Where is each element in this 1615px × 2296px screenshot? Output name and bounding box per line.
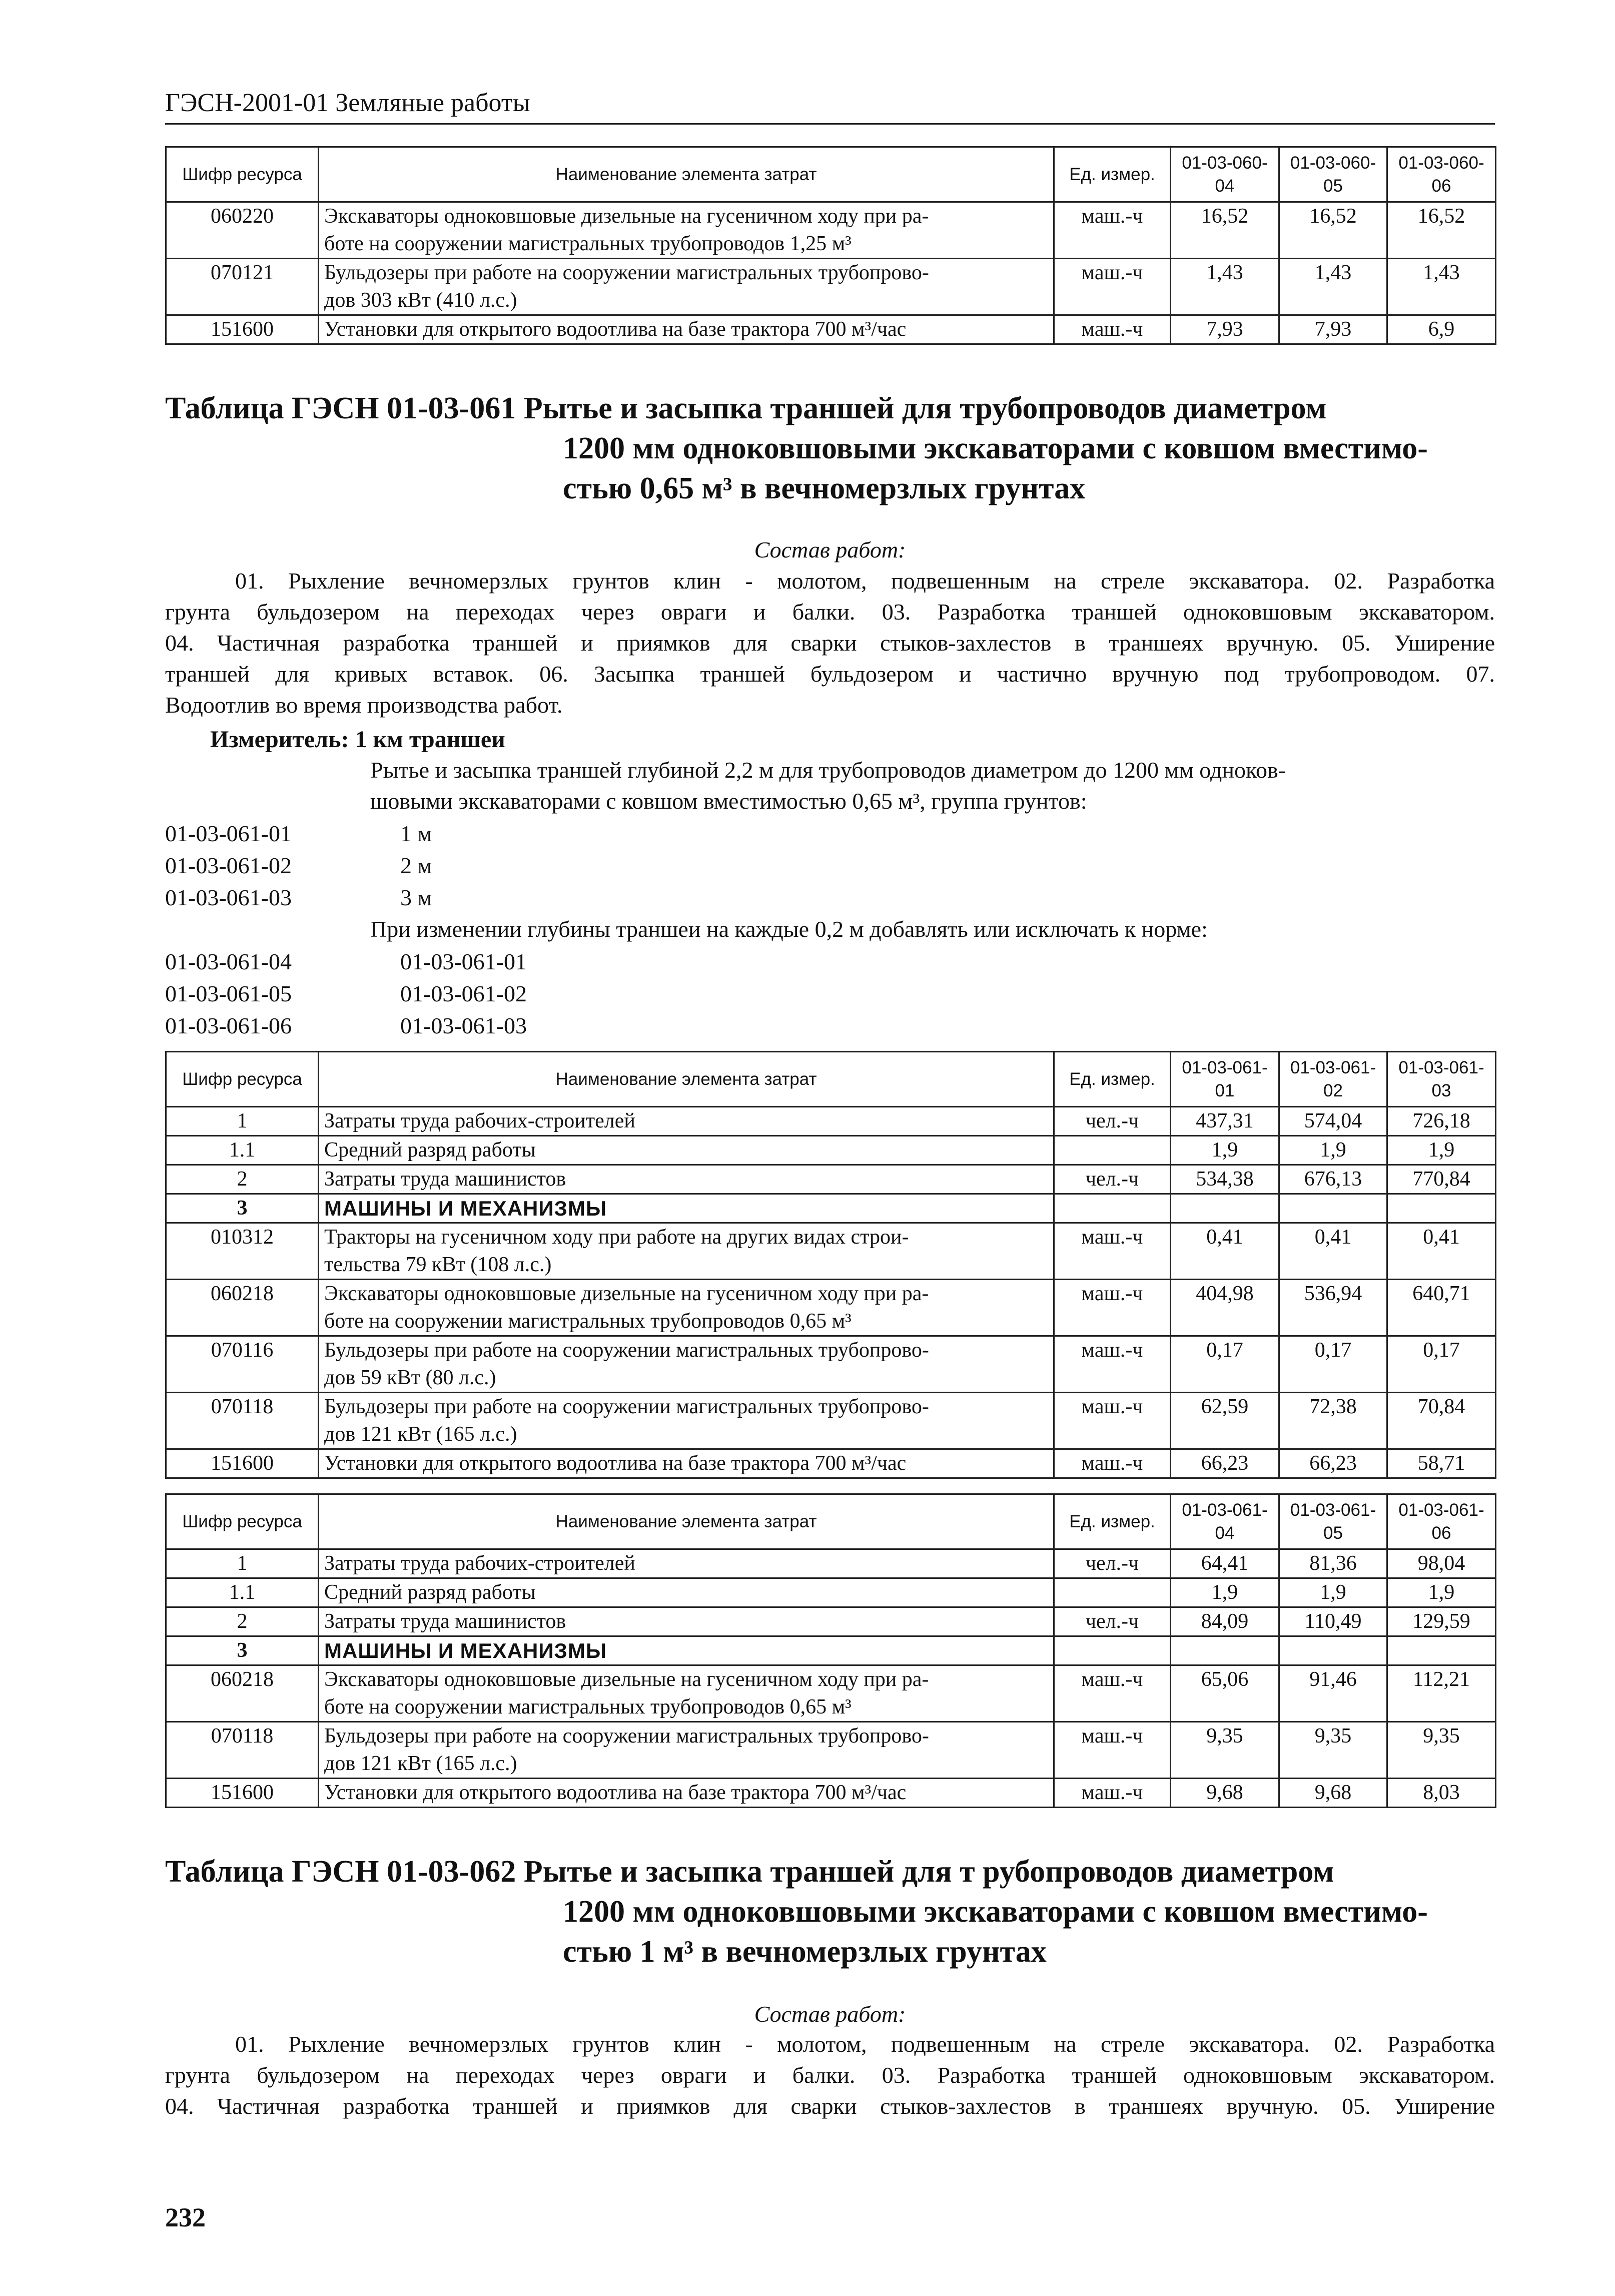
- depth-items: [165, 946, 527, 1042]
- norm-code: 01-03-061-02: [165, 853, 292, 878]
- resource-code: 070121: [166, 259, 319, 315]
- norm-item: [165, 1010, 527, 1042]
- value-cell: 640,71: [1387, 1280, 1496, 1336]
- resource-name-line: Средний разряд работы: [324, 1138, 536, 1162]
- value-cell: 404,98: [1171, 1280, 1279, 1336]
- norm-code: 01-03-061-04: [165, 949, 292, 974]
- resource-name: [319, 1280, 1054, 1336]
- resource-code: 1.1: [166, 1136, 319, 1165]
- norm-value: 2 м: [400, 853, 432, 878]
- resource-name: [319, 1722, 1054, 1779]
- resource-name: [319, 1136, 1054, 1165]
- column-header-norm: 01-03-061-03: [1387, 1052, 1496, 1107]
- column-header-name: Наименование элемента затрат: [319, 147, 1054, 202]
- unit-cell: маш.-ч: [1054, 1722, 1171, 1779]
- table-body: [166, 1107, 1496, 1478]
- resource-name-line: боте на сооружении магистральных трубопроводов 0,65 м³: [324, 1310, 852, 1333]
- value-cell: 65,06: [1171, 1665, 1279, 1722]
- unit-cell: чел.-ч: [1054, 1165, 1171, 1194]
- paragraph-line: грунта бульдозером на переходах через овраги и балки. 03. Разработка траншей одноковшовым экскаватором.: [165, 599, 1495, 625]
- resource-code: 060218: [166, 1280, 319, 1336]
- value-cell: [1387, 1194, 1496, 1223]
- resource-name-line: Бульдозеры при работе на сооружении магистральных трубопрово-: [324, 1395, 929, 1418]
- resource-name-line: Экскаваторы одноковшовые дизельные на гусеничном ходу при ра-: [324, 1282, 929, 1305]
- norm-value: 1 м: [400, 821, 432, 846]
- paragraph-line: Водоотлив во время производства работ.: [165, 692, 563, 718]
- running-header: ГЭСН-2001-01 Земляные работы: [165, 89, 530, 117]
- column-header-code: Шифр ресурса: [166, 1494, 319, 1549]
- resource-name: [319, 1194, 1054, 1223]
- unit-cell: маш.-ч: [1054, 1280, 1171, 1336]
- column-header-unit: Ед. измер.: [1054, 1494, 1171, 1549]
- table-row: [166, 1779, 1496, 1808]
- resource-name-line: Затраты труда машинистов: [324, 1168, 566, 1191]
- value-cell: 110,49: [1279, 1607, 1387, 1636]
- norm-code: 01-03-061-01: [165, 821, 292, 846]
- value-cell: 70,84: [1387, 1393, 1496, 1449]
- resource-code: 070116: [166, 1336, 319, 1393]
- value-cell: 66,23: [1171, 1449, 1279, 1478]
- resource-name-line: Бульдозеры при работе на сооружении магистральных трубопрово-: [324, 261, 929, 284]
- value-cell: [1279, 1636, 1387, 1665]
- table-row: [166, 1449, 1496, 1478]
- column-header-code: Шифр ресурса: [166, 1052, 319, 1107]
- paragraph-line: 04. Частичная разработка траншей и приямков для сварки стыков-захлестов в траншеях вручную. 05. Уширение: [165, 2093, 1495, 2119]
- title-line: стью 0,65 м³ в вечномерзлых грунтах: [563, 471, 1086, 505]
- value-cell: 16,52: [1279, 202, 1387, 259]
- resource-code: 010312: [166, 1223, 319, 1280]
- value-cell: [1171, 1194, 1279, 1223]
- table-row: [166, 315, 1496, 344]
- table-row: [166, 1665, 1496, 1722]
- unit-cell: [1054, 1136, 1171, 1165]
- value-cell: 72,38: [1279, 1393, 1387, 1449]
- value-cell: 536,94: [1279, 1280, 1387, 1336]
- resource-name-line: Затраты труда рабочих-строителей: [324, 1552, 635, 1575]
- column-header-norm: 01-03-061-06: [1387, 1494, 1496, 1549]
- norm-value: 01-03-061-02: [400, 981, 527, 1006]
- resource-code: 1: [166, 1107, 319, 1136]
- table-row: [166, 1549, 1496, 1578]
- value-cell: 574,04: [1279, 1107, 1387, 1136]
- resource-name: [319, 1107, 1054, 1136]
- resource-name-line: дов 121 кВт (165 л.с.): [324, 1752, 517, 1775]
- value-cell: 0,17: [1279, 1336, 1387, 1393]
- value-cell: 8,03: [1387, 1779, 1496, 1808]
- resource-name-line: Бульдозеры при работе на сооружении магистральных трубопрово-: [324, 1725, 929, 1748]
- unit-cell: [1054, 1578, 1171, 1607]
- resource-name-line: дов 303 кВт (410 л.с.): [324, 289, 517, 312]
- resource-code: 3: [166, 1636, 319, 1665]
- resource-name: [319, 1578, 1054, 1607]
- value-cell: 112,21: [1387, 1665, 1496, 1722]
- unit-cell: маш.-ч: [1054, 1779, 1171, 1808]
- unit-cell: маш.-ч: [1054, 1223, 1171, 1280]
- table-body: [166, 1549, 1496, 1808]
- column-header-unit: Ед. измер.: [1054, 1052, 1171, 1107]
- unit-cell: [1054, 1636, 1171, 1665]
- column-header-name: Наименование элемента затрат: [319, 1052, 1054, 1107]
- resource-code: 060220: [166, 202, 319, 259]
- norm-description: [370, 755, 1495, 817]
- norm-value: 01-03-061-01: [400, 949, 527, 974]
- unit-cell: маш.-ч: [1054, 1665, 1171, 1722]
- value-cell: 1,43: [1171, 259, 1279, 315]
- value-cell: 9,68: [1171, 1779, 1279, 1808]
- table-row: [166, 1280, 1496, 1336]
- resource-name-line: Установки для открытого водоотлива на базе трактора 700 м³/час: [324, 318, 907, 341]
- unit-cell: [1054, 1194, 1171, 1223]
- table-row: [166, 1194, 1496, 1223]
- value-cell: 1,9: [1171, 1578, 1279, 1607]
- value-cell: [1171, 1636, 1279, 1665]
- column-header-unit: Ед. измер.: [1054, 147, 1171, 202]
- value-cell: 6,9: [1387, 315, 1496, 344]
- unit-cell: маш.-ч: [1054, 259, 1171, 315]
- resource-code: 070118: [166, 1393, 319, 1449]
- value-cell: 1,43: [1387, 259, 1496, 315]
- resource-name: [319, 315, 1054, 344]
- value-cell: 7,93: [1279, 315, 1387, 344]
- resource-name-line: тельства 79 кВт (108 л.с.): [324, 1253, 552, 1276]
- unit-cell: маш.-ч: [1054, 1393, 1171, 1449]
- resource-name-line: боте на сооружении магистральных трубопроводов 0,65 м³: [324, 1695, 852, 1718]
- column-header-norm: 01-03-061-01: [1171, 1052, 1279, 1107]
- table-row: [166, 1607, 1496, 1636]
- value-cell: 1,43: [1279, 259, 1387, 315]
- resource-name-line: Затраты труда рабочих-строителей: [324, 1109, 635, 1132]
- resource-name-line: Экскаваторы одноковшовые дизельные на гусеничном ходу при ра-: [324, 205, 929, 228]
- unit-of-measure: Измеритель: 1 км траншеи: [210, 726, 505, 753]
- value-cell: 0,41: [1387, 1223, 1496, 1280]
- header-rule: [165, 123, 1495, 125]
- title-line: 1200 мм одноковшовыми экскаваторами с ковшом вместимо-: [563, 431, 1428, 465]
- value-cell: 0,17: [1171, 1336, 1279, 1393]
- norm-value: 3 м: [400, 885, 432, 910]
- value-cell: 84,09: [1171, 1607, 1279, 1636]
- resource-name-line: боте на сооружении магистральных трубопроводов 1,25 м³: [324, 232, 852, 255]
- value-cell: 1,9: [1387, 1578, 1496, 1607]
- resource-name: [319, 1393, 1054, 1449]
- value-cell: 726,18: [1387, 1107, 1496, 1136]
- table-row: [166, 1578, 1496, 1607]
- resource-name-line: МАШИНЫ И МЕХАНИЗМЫ: [324, 1197, 607, 1220]
- table-row: [166, 202, 1496, 259]
- column-header-norm: 01-03-060-05: [1279, 147, 1387, 202]
- column-header-norm: 01-03-061-04: [1171, 1494, 1279, 1549]
- title-line: Таблица ГЭСН 01-03-062 Рытье и засыпка траншей для т рубопроводов диаметром: [165, 1855, 1334, 1889]
- value-cell: 9,35: [1387, 1722, 1496, 1779]
- table-body: [166, 202, 1496, 344]
- resource-name: [319, 1223, 1054, 1280]
- table-061-title: [165, 388, 1506, 508]
- norm-item: [165, 818, 432, 850]
- resource-code: 1: [166, 1549, 319, 1578]
- unit-cell: маш.-ч: [1054, 202, 1171, 259]
- value-cell: 58,71: [1387, 1449, 1496, 1478]
- value-cell: 62,59: [1171, 1393, 1279, 1449]
- value-cell: 91,46: [1279, 1665, 1387, 1722]
- column-header-norm: 01-03-060-06: [1387, 147, 1496, 202]
- resource-code: 070118: [166, 1722, 319, 1779]
- resource-name-line: Средний разряд работы: [324, 1581, 536, 1604]
- norm-code: 01-03-061-05: [165, 981, 292, 1006]
- resource-name: [319, 202, 1054, 259]
- norm-item: [165, 946, 527, 978]
- table-row: [166, 1107, 1496, 1136]
- resource-table-060: [165, 146, 1496, 345]
- value-cell: 16,52: [1387, 202, 1496, 259]
- table-row: [166, 1165, 1496, 1194]
- value-cell: 64,41: [1171, 1549, 1279, 1578]
- value-cell: 7,93: [1171, 315, 1279, 344]
- value-cell: [1387, 1636, 1496, 1665]
- norm-item: [165, 978, 527, 1010]
- resource-code: 151600: [166, 1779, 319, 1808]
- title-line: 1200 мм одноковшовыми экскаваторами с ковшом вместимо-: [563, 1895, 1428, 1929]
- unit-cell: маш.-ч: [1054, 315, 1171, 344]
- resource-name-line: дов 59 кВт (80 л.с.): [324, 1366, 496, 1389]
- composition-heading: Состав работ:: [754, 2001, 906, 2027]
- value-cell: 1,9: [1279, 1136, 1387, 1165]
- value-cell: 437,31: [1171, 1107, 1279, 1136]
- value-cell: 129,59: [1387, 1607, 1496, 1636]
- depth-note: При изменении глубины траншеи на каждые 0,2 м добавлять или исключать к норме:: [370, 916, 1208, 942]
- paragraph-line: 01. Рыхление вечномерзлых грунтов клин - молотом, подвешенным на стреле экскаватора. 02. Разработка: [235, 2031, 1495, 2057]
- paragraph-line: 04. Частичная разработка траншей и приямков для сварки стыков-захлестов в траншеях вручную. 05. Уширение: [165, 630, 1495, 656]
- resource-code: 060218: [166, 1665, 319, 1722]
- resource-name: [319, 1779, 1054, 1808]
- value-cell: 770,84: [1387, 1165, 1496, 1194]
- resource-name: [319, 1549, 1054, 1578]
- value-cell: 1,9: [1279, 1578, 1387, 1607]
- title-line: стью 1 м³ в вечномерзлых грунтах: [563, 1935, 1047, 1969]
- column-header-norm: 01-03-061-02: [1279, 1052, 1387, 1107]
- resource-code: 2: [166, 1607, 319, 1636]
- resource-table-061-a: [165, 1051, 1496, 1479]
- resource-code: 2: [166, 1165, 319, 1194]
- table-062-title: [165, 1852, 1506, 1972]
- description-line: Рытье и засыпка траншей глубиной 2,2 м для трубопроводов диаметром до 1200 мм одноков-: [370, 757, 1286, 783]
- column-header-norm: 01-03-061-05: [1279, 1494, 1387, 1549]
- unit-cell: маш.-ч: [1054, 1336, 1171, 1393]
- table-row: [166, 1722, 1496, 1779]
- unit-cell: чел.-ч: [1054, 1607, 1171, 1636]
- resource-name: [319, 1165, 1054, 1194]
- column-header-norm: 01-03-060-04: [1171, 147, 1279, 202]
- norm-code: 01-03-061-06: [165, 1013, 292, 1038]
- description-line: шовыми экскаваторами с ковшом вместимостью 0,65 м³, группа грунтов:: [370, 788, 1087, 814]
- value-cell: 0,41: [1279, 1223, 1387, 1280]
- resource-name: [319, 1449, 1054, 1478]
- value-cell: 9,35: [1279, 1722, 1387, 1779]
- resource-name-line: Установки для открытого водоотлива на базе трактора 700 м³/час: [324, 1452, 907, 1475]
- value-cell: 66,23: [1279, 1449, 1387, 1478]
- norm-value: 01-03-061-03: [400, 1013, 527, 1038]
- resource-name: [319, 1607, 1054, 1636]
- resource-table-061-b: [165, 1493, 1496, 1808]
- value-cell: 0,41: [1171, 1223, 1279, 1280]
- table-row: [166, 259, 1496, 315]
- unit-cell: чел.-ч: [1054, 1549, 1171, 1578]
- composition-text: [165, 565, 1495, 721]
- resource-code: 3: [166, 1194, 319, 1223]
- value-cell: 534,38: [1171, 1165, 1279, 1194]
- table-row: [166, 1336, 1496, 1393]
- norm-item: [165, 850, 432, 882]
- table-row: [166, 1393, 1496, 1449]
- resource-name-line: Экскаваторы одноковшовые дизельные на гусеничном ходу при ра-: [324, 1668, 929, 1691]
- table-row: [166, 1636, 1496, 1665]
- norm-item: [165, 882, 432, 914]
- resource-name: [319, 1665, 1054, 1722]
- value-cell: 9,35: [1171, 1722, 1279, 1779]
- table-row: [166, 1136, 1496, 1165]
- composition-text: [165, 2029, 1495, 2122]
- resource-name-line: Затраты труда машинистов: [324, 1610, 566, 1633]
- resource-code: 151600: [166, 1449, 319, 1478]
- paragraph-line: 01. Рыхление вечномерзлых грунтов клин - молотом, подвешенным на стреле экскаватора. 02. Разработка: [235, 568, 1495, 594]
- norm-code: 01-03-061-03: [165, 885, 292, 910]
- resource-name: [319, 259, 1054, 315]
- paragraph-line: грунта бульдозером на переходах через овраги и балки. 03. Разработка траншей одноковшовым экскаватором.: [165, 2062, 1495, 2088]
- column-header-name: Наименование элемента затрат: [319, 1494, 1054, 1549]
- composition-heading: Состав работ:: [754, 537, 906, 562]
- table-row: [166, 1223, 1496, 1280]
- value-cell: [1279, 1194, 1387, 1223]
- resource-name-line: Установки для открытого водоотлива на базе трактора 700 м³/час: [324, 1781, 907, 1804]
- resource-name-line: МАШИНЫ И МЕХАНИЗМЫ: [324, 1639, 607, 1662]
- value-cell: 1,9: [1387, 1136, 1496, 1165]
- value-cell: 676,13: [1279, 1165, 1387, 1194]
- unit-cell: чел.-ч: [1054, 1107, 1171, 1136]
- resource-name: [319, 1636, 1054, 1665]
- resource-name: [319, 1336, 1054, 1393]
- value-cell: 9,68: [1279, 1779, 1387, 1808]
- resource-name-line: Бульдозеры при работе на сооружении магистральных трубопрово-: [324, 1339, 929, 1362]
- page-number: 232: [165, 2202, 206, 2232]
- value-cell: 16,52: [1171, 202, 1279, 259]
- column-header-code: Шифр ресурса: [166, 147, 319, 202]
- paragraph-line: траншей для кривых вставок. 06. Засыпка траншей бульдозером и частично вручную под трубопроводом. 07.: [165, 661, 1495, 687]
- resource-name-line: Тракторы на гусеничном ходу при работе на других видах строи-: [324, 1226, 909, 1249]
- resource-code: 1.1: [166, 1578, 319, 1607]
- value-cell: 0,17: [1387, 1336, 1496, 1393]
- value-cell: 1,9: [1171, 1136, 1279, 1165]
- value-cell: 81,36: [1279, 1549, 1387, 1578]
- value-cell: 98,04: [1387, 1549, 1496, 1578]
- norm-items: [165, 818, 432, 914]
- unit-cell: маш.-ч: [1054, 1449, 1171, 1478]
- title-line: Таблица ГЭСН 01-03-061 Рытье и засыпка траншей для трубопроводов диаметром: [165, 391, 1327, 425]
- resource-name-line: дов 121 кВт (165 л.с.): [324, 1423, 517, 1446]
- resource-code: 151600: [166, 315, 319, 344]
